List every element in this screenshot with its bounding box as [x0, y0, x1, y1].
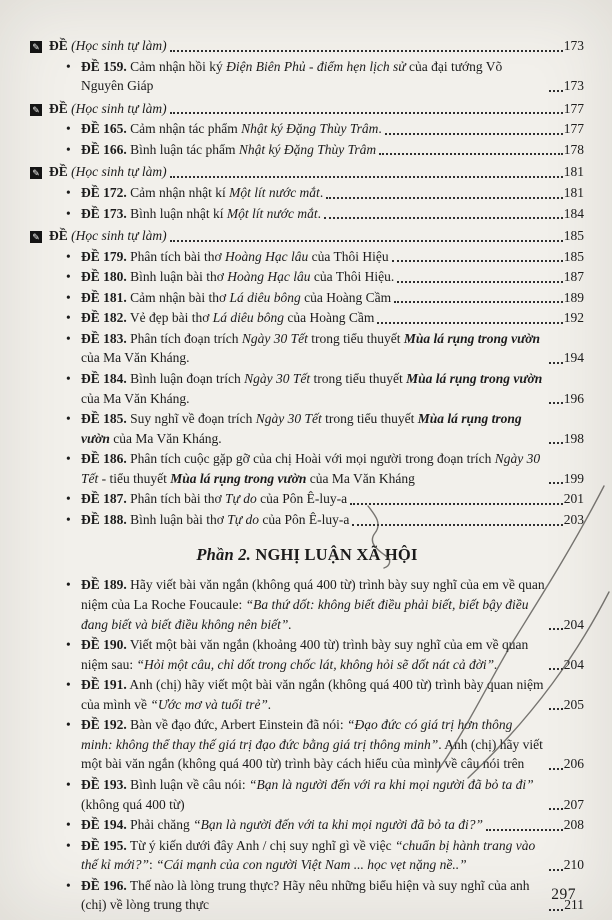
- bullet-icon: •: [66, 269, 71, 285]
- entry-text: [81, 308, 374, 328]
- entry-number: ĐỀ 185.: [81, 411, 127, 427]
- entry-text: [81, 775, 546, 814]
- entry-segment: Bình luận nhật kí: [130, 205, 227, 221]
- entry-segment: của Thôi Hiệu: [308, 248, 389, 264]
- entry-page-number: 196: [563, 390, 584, 406]
- entry-segment: Cảm nhận tác phẩm: [130, 121, 242, 137]
- entry-number: ĐỀ 191.: [81, 677, 127, 693]
- entry-number: ĐỀ 186.: [81, 451, 127, 467]
- entry-segment: của Hoàng Cầm: [284, 310, 375, 326]
- entry-number: ĐỀ 193.: [81, 777, 127, 793]
- dot-leader: [549, 668, 563, 670]
- dot-leader: [170, 112, 563, 114]
- entry-number: ĐỀ: [49, 228, 68, 244]
- entry-segment: Ngày 30 Tết: [244, 371, 311, 386]
- entry-text: [81, 288, 391, 308]
- entry-segment: Ngày 30 Tết: [241, 330, 308, 346]
- toc-entry: [66, 288, 584, 308]
- bullet-icon: •: [66, 58, 71, 74]
- entry-segment: “Cái mạnh của con người Việt Nam ... học vẹt nặng nề..”: [156, 857, 467, 873]
- entry-text: [49, 99, 167, 119]
- pen-square-icon: [30, 224, 49, 246]
- dot-leader: [324, 217, 563, 219]
- bullet-icon: •: [66, 817, 71, 833]
- entry-segment: :: [148, 857, 157, 873]
- entry-page-number: 204: [563, 616, 584, 632]
- entry-segment: trong tiểu thuyết: [321, 411, 418, 427]
- entry-segment: “Đạo đức có giá trị hơn thông minh: không thể thay thế giá trị đạo đức bằng giá trị thông minh”: [81, 717, 513, 752]
- toc-entry: [30, 224, 584, 246]
- entry-segment: Lá diêu bông: [229, 289, 301, 305]
- toc-entry: [66, 635, 584, 674]
- entry-text: [81, 409, 546, 448]
- entry-page-number: 210: [563, 857, 584, 873]
- dot-leader: [486, 829, 563, 831]
- entry-segment: “Hỏi một câu, chỉ dốt trong chốc lát, không hỏi sẽ dốt nát cả đời”.: [136, 656, 498, 672]
- toc-entry: [66, 267, 584, 287]
- entry-segment: của Ma Văn Kháng.: [109, 430, 222, 446]
- entry-row: [81, 308, 584, 328]
- entry-segment: của đại tướng Võ Nguyên Giáp: [81, 58, 503, 94]
- entry-text: [81, 329, 546, 368]
- pen-glyph: ✎: [30, 41, 42, 53]
- pen-square-icon: [30, 97, 49, 119]
- entry-segment: Hoàng Hạc lâu: [225, 248, 309, 264]
- bullet-icon: •: [66, 121, 71, 137]
- entry-row: [49, 97, 584, 119]
- entry-segment: Thế nào là lòng trung thực? Hãy nêu những biểu hiện và suy nghĩ của anh (chị) về lòng trung thực: [81, 877, 530, 913]
- entry-segment: Mùa lá rụng trong vườn: [403, 330, 540, 346]
- entry-text: [81, 57, 546, 96]
- entry-text: [81, 247, 389, 267]
- entry-page-number: 211: [564, 897, 584, 913]
- toc-entry: [66, 675, 584, 714]
- entry-page-number: 173: [563, 78, 584, 94]
- bullet-icon: •: [66, 411, 71, 427]
- entry-segment: Suy nghĩ về đoạn trích: [130, 411, 256, 427]
- dot-leader: [350, 503, 563, 505]
- entry-row: [81, 247, 584, 267]
- entry-row: [81, 140, 584, 160]
- entry-segment: Vẻ đẹp bài thơ: [129, 310, 213, 326]
- entry-segment: Viết một bài văn ngắn (khoảng 400 từ) trình bày suy nghĩ của em về quan niệm sau:: [81, 637, 529, 672]
- toc-entry: [66, 715, 584, 774]
- entry-row: [81, 204, 584, 224]
- entry-segment: Bàn về đạo đức, Arbert Einstein đã nói:: [130, 717, 348, 733]
- toc-entry: [30, 97, 584, 119]
- bullet-icon: •: [66, 491, 71, 507]
- entry-segment: “Bạn là người đến với ta khi mọi người đã bỏ ta đi?”: [193, 817, 483, 833]
- bullet-icon: •: [66, 141, 71, 157]
- toc-entry: [66, 775, 584, 814]
- entry-text: [81, 183, 323, 203]
- entry-text: [81, 489, 347, 509]
- dot-leader: [549, 402, 563, 404]
- entry-row: [81, 183, 584, 203]
- entry-number: ĐỀ 194.: [81, 817, 127, 833]
- entry-number: ĐỀ 192.: [81, 717, 127, 733]
- entry-row: [81, 775, 584, 814]
- entry-row: [81, 815, 584, 835]
- toc-entry: [66, 510, 584, 530]
- toc-entry: [66, 575, 584, 634]
- bullet-icon: •: [66, 777, 71, 793]
- entry-number: ĐỀ 196.: [81, 877, 127, 893]
- toc-entry: [66, 489, 584, 509]
- entry-row: [81, 489, 584, 509]
- bullet-icon: •: [66, 451, 71, 467]
- bullet-icon: •: [66, 310, 71, 326]
- entry-row: [81, 675, 584, 714]
- entry-segment: Hãy viết bài văn ngắn (không quá 400 từ) trình bày suy nghĩ của em về quan niệm của La Roche Foucaule:: [81, 577, 545, 612]
- entry-segment: trong tiểu thuyết: [307, 330, 404, 346]
- dot-leader: [549, 362, 563, 364]
- entry-segment: Cảm nhận bài thơ: [130, 289, 230, 305]
- entry-segment: Tự do: [227, 511, 260, 527]
- entry-text: [49, 162, 167, 182]
- toc-entry: [66, 119, 584, 139]
- entry-row: [49, 224, 584, 246]
- entry-page-number: 208: [563, 817, 584, 833]
- bullet-icon: •: [66, 677, 71, 693]
- entry-row: [81, 635, 584, 674]
- entry-number: ĐỀ 179.: [81, 248, 127, 264]
- entry-number: ĐỀ 189.: [81, 577, 127, 593]
- entry-segment: (Học sinh tự làm): [71, 164, 167, 180]
- dot-leader: [170, 240, 563, 242]
- entry-text: [81, 876, 546, 915]
- entry-segment: Phải chăng: [130, 817, 194, 833]
- entry-segment: (Học sinh tự làm): [71, 100, 167, 116]
- entry-number: ĐỀ 173.: [81, 205, 127, 221]
- entry-text: [81, 510, 349, 530]
- entry-segment: của Pôn Ê-luy-a: [259, 511, 350, 527]
- dot-leader: [326, 197, 563, 199]
- entry-segment: trong tiểu thuyết: [310, 371, 407, 386]
- entry-page-number: 185: [563, 228, 584, 244]
- entry-page-number: 177: [563, 100, 584, 116]
- entry-segment: Phân tích đoạn trích: [130, 330, 242, 346]
- entry-segment: Cảm nhận nhật kí: [130, 184, 230, 200]
- toc-entry: [66, 204, 584, 224]
- dot-leader: [549, 442, 563, 444]
- entry-number: ĐỀ 165.: [81, 121, 127, 137]
- toc-entry: [66, 140, 584, 160]
- entry-text: [81, 369, 546, 408]
- entry-page-number: 178: [563, 141, 584, 157]
- entry-segment: (không quá 400 từ): [81, 796, 185, 812]
- entry-page-number: 203: [563, 511, 584, 527]
- entry-text: [49, 36, 167, 56]
- dot-leader: [377, 322, 562, 324]
- entry-row: [81, 119, 584, 139]
- toc-entry: [66, 183, 584, 203]
- entry-segment: Mùa lá rụng trong vườn: [81, 411, 522, 446]
- page-number: 297: [551, 886, 576, 903]
- entry-segment: Lá diêu bông: [212, 310, 285, 326]
- entry-segment: (Học sinh tự làm): [71, 38, 167, 53]
- dot-leader: [397, 281, 562, 283]
- entry-segment: Tự do: [225, 491, 257, 507]
- entry-row: [49, 160, 584, 182]
- pen-glyph: ✎: [30, 104, 42, 116]
- entry-number: ĐỀ 187.: [81, 491, 127, 507]
- entry-segment: “Ba thứ dốt: không biết điều phải biết, biết bậy điều đang biết và biết điều không nên biết”.: [81, 596, 529, 632]
- toc-entry: [66, 876, 584, 915]
- section-title: NGHỊ LUẬN XÃ HỘI: [255, 544, 418, 564]
- entry-text: [49, 226, 167, 246]
- dot-leader: [352, 524, 562, 526]
- entry-segment: Cảm nhận hồi ký: [130, 58, 227, 74]
- entry-page-number: 205: [563, 696, 584, 712]
- toc-entry: [30, 160, 584, 182]
- entry-segment: .: [378, 121, 382, 137]
- entry-row: [81, 510, 584, 530]
- entry-segment: .: [319, 184, 324, 200]
- dot-leader: [549, 708, 563, 710]
- entry-text: [81, 715, 546, 774]
- bullet-icon: •: [66, 577, 71, 593]
- entry-row: [81, 57, 584, 96]
- dot-leader: [392, 260, 563, 262]
- entry-row: [81, 409, 584, 448]
- entry-number: ĐỀ: [49, 100, 68, 116]
- entry-number: ĐỀ 159.: [81, 58, 127, 74]
- toc-list: [30, 34, 584, 916]
- dot-leader: [549, 482, 563, 484]
- entry-segment: . Anh (chị) hãy viết một bài văn ngắn (không quá 400 từ) trình bày cách hiểu của mình về câu nói trên: [81, 736, 543, 772]
- entry-segment: Anh (chị) hãy viết một bài văn ngắn (không quá 400 từ) trình bày quan niệm của mình về: [81, 677, 544, 712]
- bullet-icon: •: [66, 877, 71, 893]
- pen-glyph: ✎: [30, 167, 42, 179]
- section-heading: [30, 543, 584, 567]
- entry-segment: Một lít nước mắt: [229, 184, 320, 200]
- entry-number: ĐỀ 188.: [81, 511, 127, 527]
- entry-segment: Điện Biên Phủ - điểm hẹn lịch sử: [226, 58, 406, 74]
- entry-number: ĐỀ 181.: [81, 289, 127, 305]
- toc-entry: [66, 247, 584, 267]
- entry-text: [81, 836, 546, 875]
- entry-page-number: 187: [563, 269, 584, 285]
- entry-text: [81, 267, 394, 287]
- entry-row: [81, 876, 584, 915]
- entry-page-number: 173: [563, 38, 584, 53]
- entry-segment: Một lít nước mắt: [226, 205, 318, 221]
- toc-entry: [66, 329, 584, 368]
- entry-text: [81, 815, 483, 835]
- entry-page-number: 204: [563, 656, 584, 672]
- dot-leader: [170, 50, 563, 52]
- entry-text: [81, 575, 546, 634]
- entry-page-number: 181: [563, 184, 584, 200]
- bullet-icon: •: [66, 837, 71, 853]
- entry-row: [81, 288, 584, 308]
- entry-number: ĐỀ 183.: [81, 330, 127, 346]
- entry-segment: “chuẩn bị hành trang vào thế kỉ mới?”: [81, 837, 536, 873]
- entry-page-number: 206: [563, 756, 584, 772]
- entry-row: [81, 267, 584, 287]
- entry-segment: Nhật ký Đặng Thùy Trâm: [238, 141, 377, 157]
- entry-row: [81, 575, 584, 634]
- bullet-icon: •: [66, 248, 71, 264]
- bullet-icon: •: [66, 289, 71, 305]
- entry-text: [81, 119, 382, 139]
- entry-segment: - tiểu thuyết: [98, 470, 171, 486]
- bullet-icon: •: [66, 371, 71, 386]
- toc-entry: [66, 57, 584, 96]
- toc-entry: [66, 815, 584, 835]
- entry-segment: Bình luận về câu nói:: [130, 777, 249, 793]
- entry-row: [81, 329, 584, 368]
- entry-page-number: 207: [563, 796, 584, 812]
- entry-segment: Bình luận bài thơ: [130, 511, 228, 527]
- entry-segment: của Hoàng Cầm: [300, 289, 392, 305]
- entry-page-number: 177: [563, 121, 584, 137]
- toc-entry: [66, 308, 584, 328]
- entry-segment: Mùa lá rụng trong vườn: [170, 470, 307, 486]
- dot-leader: [170, 176, 563, 178]
- entry-segment: “Ước mơ và tuổi trẻ”.: [150, 696, 272, 712]
- entry-page-number: 199: [563, 470, 584, 486]
- pen-square-icon: [30, 34, 49, 56]
- entry-segment: của Ma Văn Kháng.: [81, 390, 190, 406]
- entry-number: ĐỀ 184.: [81, 371, 127, 386]
- bullet-icon: •: [66, 637, 71, 653]
- entry-page-number: 194: [563, 350, 584, 366]
- bullet-icon: •: [66, 511, 71, 527]
- entry-page-number: 181: [563, 164, 584, 180]
- bullet-icon: •: [66, 184, 71, 200]
- dot-leader: [394, 301, 563, 303]
- entry-segment: Phân tích bài thơ: [130, 248, 226, 264]
- toc-entry: [66, 369, 584, 408]
- toc-entry: [66, 409, 584, 448]
- entry-segment: của Ma Văn Kháng.: [81, 350, 190, 366]
- entry-segment: Phân tích bài thơ: [130, 491, 226, 507]
- entry-number: ĐỀ 190.: [81, 637, 127, 653]
- toc-entry: [66, 449, 584, 488]
- entry-segment: của Ma Văn Kháng: [306, 470, 415, 486]
- entry-number: ĐỀ 166.: [81, 141, 127, 157]
- dot-leader: [549, 808, 563, 810]
- bullet-icon: •: [66, 205, 71, 221]
- dot-leader: [549, 768, 563, 770]
- entry-text: [81, 204, 321, 224]
- entry-page-number: 192: [563, 310, 584, 326]
- entry-text: [81, 140, 376, 160]
- entry-segment: của Pôn Ê-luy-a: [256, 491, 348, 507]
- entry-segment: Bình luận tác phẩm: [130, 141, 239, 157]
- entry-page-number: 198: [563, 430, 584, 446]
- entry-number: ĐỀ 182.: [81, 310, 127, 326]
- entry-row: [81, 836, 584, 875]
- dot-leader: [549, 869, 563, 871]
- entry-page-number: 201: [563, 491, 584, 507]
- entry-segment: Ngày 30 Tết: [255, 411, 322, 427]
- entry-segment: Ngày 30 Tết: [81, 451, 541, 486]
- dot-leader: [385, 133, 563, 135]
- entry-segment: Từ ý kiến dưới đây Anh / chị suy nghĩ gì về việc: [129, 837, 396, 853]
- entry-row: [81, 449, 584, 488]
- entry-number: ĐỀ: [49, 38, 68, 53]
- dot-leader: [379, 153, 563, 155]
- entry-page-number: 189: [563, 289, 584, 305]
- entry-segment: (Học sinh tự làm): [71, 228, 167, 244]
- dot-leader: [549, 909, 563, 911]
- pen-square-icon: [30, 160, 49, 182]
- bullet-icon: •: [66, 330, 71, 346]
- entry-number: ĐỀ 195.: [81, 837, 127, 853]
- entry-segment: Bình luận đoạn trích: [130, 371, 245, 386]
- section-part-label: Phần 2.: [196, 544, 256, 564]
- entry-segment: “Bạn là người đến với ra khi mọi người đã bỏ ta đi”: [249, 777, 534, 793]
- entry-segment: Bình luận bài thơ: [130, 269, 228, 285]
- dot-leader: [549, 90, 563, 92]
- entry-text: [81, 635, 546, 674]
- entry-segment: Mùa lá rụng trong vườn: [406, 371, 543, 386]
- entry-text: [81, 675, 546, 714]
- entry-text: [81, 449, 546, 488]
- entry-segment: .: [317, 205, 321, 221]
- entry-number: ĐỀ 180.: [81, 269, 127, 285]
- entry-segment: Nhật ký Đặng Thùy Trâm: [241, 121, 379, 137]
- entry-row: [81, 369, 584, 408]
- pen-glyph: ✎: [30, 231, 42, 243]
- entry-segment: của Thôi Hiệu.: [310, 269, 395, 285]
- entry-row: [81, 715, 584, 774]
- entry-number: ĐỀ: [49, 164, 68, 180]
- entry-segment: Phân tích cuộc gặp gỡ của chị Hoài với mọi người trong đoạn trích: [130, 451, 495, 467]
- toc-entry: [30, 34, 584, 56]
- bullet-icon: •: [66, 717, 71, 733]
- toc-entry: [66, 836, 584, 875]
- entry-row: [49, 34, 584, 56]
- entry-number: ĐỀ 172.: [81, 184, 127, 200]
- dot-leader: [549, 628, 563, 630]
- entry-page-number: 185: [563, 248, 584, 264]
- entry-segment: Hoàng Hạc lâu: [227, 269, 311, 285]
- entry-page-number: 184: [563, 205, 584, 221]
